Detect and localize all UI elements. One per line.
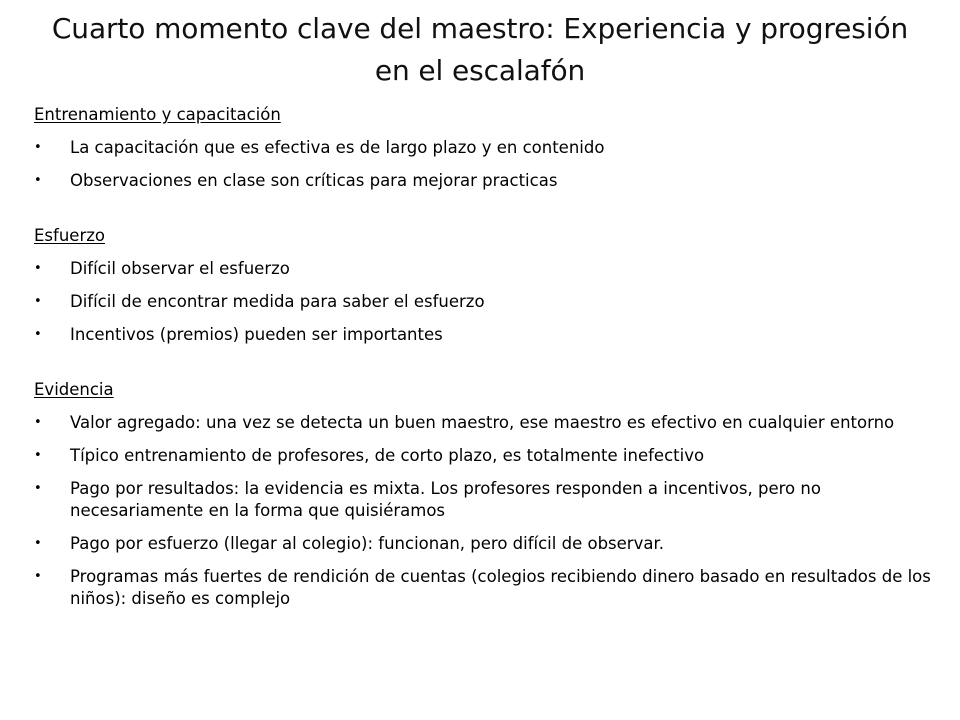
bullet-icon: •	[34, 173, 42, 188]
bullet-text: Difícil de encontrar medida para saber el esfuerzo	[70, 292, 485, 311]
bullet-text: Incentivos (premios) pueden ser importantes	[70, 325, 443, 344]
spacer	[34, 192, 934, 225]
section-heading-entrenamiento: Entrenamiento y capacitación	[34, 105, 281, 124]
bullet-icon: •	[34, 536, 42, 551]
spacer	[34, 522, 934, 533]
bullet-icon: •	[34, 294, 42, 309]
bullet-list-esfuerzo	[34, 247, 934, 346]
spacer	[34, 280, 934, 291]
bullet-list-evidencia	[34, 401, 934, 610]
spacer	[34, 346, 934, 379]
bullet-item	[34, 291, 934, 313]
spacer	[34, 126, 934, 137]
bullet-text: Observaciones en clase son críticas para mejorar practicas	[70, 171, 558, 190]
bullet-icon: •	[34, 261, 42, 276]
spacer	[34, 467, 934, 478]
spacer	[34, 555, 934, 566]
bullet-text: La capacitación que es efectiva es de largo plazo y en contenido	[70, 138, 605, 157]
bullet-item	[34, 478, 934, 522]
bullet-list-entrenamiento	[34, 126, 934, 192]
bullet-item	[34, 137, 934, 159]
slide-content	[34, 104, 934, 610]
slide-title: Cuarto momento clave del maestro: Experiencia y progresión en el escalafón	[51, 12, 909, 87]
bullet-icon: •	[34, 569, 42, 584]
bullet-icon: •	[34, 327, 42, 342]
bullet-item	[34, 566, 934, 610]
bullet-icon: •	[34, 481, 42, 496]
bullet-icon: •	[34, 448, 42, 463]
bullet-text: Difícil observar el esfuerzo	[70, 259, 290, 278]
spacer	[34, 434, 934, 445]
spacer	[34, 313, 934, 324]
bullet-item	[34, 324, 934, 346]
section-heading-evidencia: Evidencia	[34, 380, 114, 399]
bullet-text: Pago por esfuerzo (llegar al colegio): funcionan, pero difícil de observar.	[70, 534, 664, 553]
bullet-icon: •	[34, 140, 42, 155]
bullet-text: Típico entrenamiento de profesores, de corto plazo, es totalmente inefectivo	[70, 446, 705, 465]
spacer	[34, 247, 934, 258]
bullet-text: Pago por resultados: la evidencia es mixta. Los profesores responden a incentivos, pero no necesariamente en la forma que quisiéramos	[70, 479, 821, 520]
bullet-text: Valor agregado: una vez se detecta un buen maestro, ese maestro es efectivo en cualquier entorno	[70, 413, 895, 432]
bullet-text: Programas más fuertes de rendición de cuentas (colegios recibiendo dinero basado en resultados de los niños): diseño es complejo	[70, 567, 931, 608]
spacer	[34, 159, 934, 170]
spacer	[34, 401, 934, 412]
section-heading-esfuerzo: Esfuerzo	[34, 226, 105, 245]
bullet-item	[34, 412, 934, 434]
bullet-item	[34, 258, 934, 280]
bullet-icon: •	[34, 415, 42, 430]
bullet-item	[34, 445, 934, 467]
bullet-item	[34, 533, 934, 555]
bullet-item	[34, 170, 934, 192]
